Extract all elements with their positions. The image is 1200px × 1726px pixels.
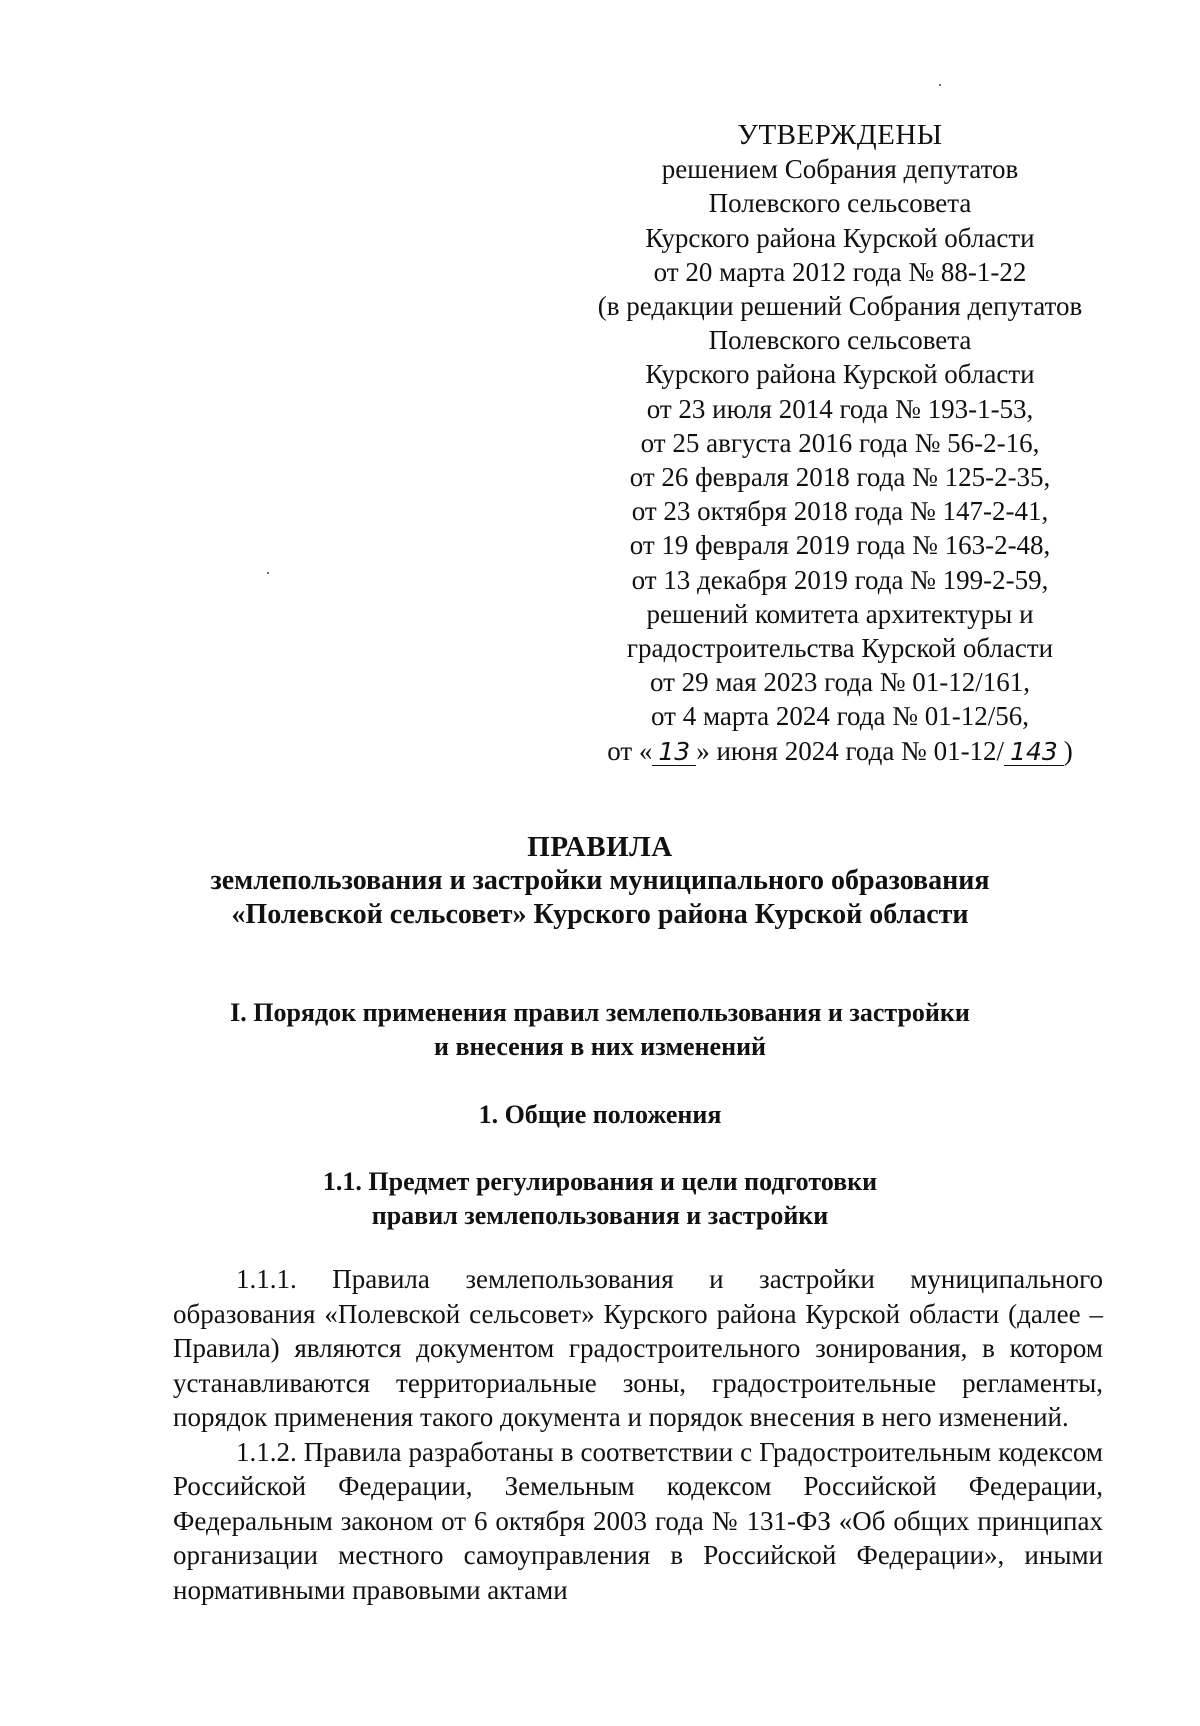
approval-heading: УТВЕРЖДЕНЫ — [737, 119, 943, 151]
approval-stamp-block — [570, 118, 1110, 768]
paragraph-1-1-1: 1.1.1. Правила землепользования и застройки муниципального образования «Полевской сельсовет» Курского района Курской области (далее – Правила) являются документом градостроительного зонирования, в котором устанавливаются территориальные зоны, градостроительные регламенты, порядок применения такого документа и порядок внесения в него изменений. — [173, 1264, 1103, 1432]
approval-line: от 4 марта 2024 года № 01-12/56, — [651, 701, 1029, 732]
subsection-heading-line: правил землепользования и застройки — [371, 1201, 829, 1230]
document-title — [0, 830, 1200, 932]
approval-line: от 23 июля 2014 года № 193-1-53, — [646, 393, 1034, 424]
last-line-middle: » июня 2024 года № 01-12/ — [696, 735, 1005, 766]
scan-speck — [267, 572, 269, 574]
approval-line: Курского района Курской области — [645, 359, 1035, 390]
approval-line: от 13 декабря 2019 года № 199-2-59, — [631, 564, 1049, 595]
approval-line: Курского района Курской области — [645, 222, 1035, 253]
document-title-line: «Полевской сельсовет» Курского района Курской области — [231, 899, 969, 930]
approval-line: градостроительства Курской области — [626, 633, 1054, 664]
approval-line: от 20 марта 2012 года № 88-1-22 — [653, 256, 1027, 287]
subsection-heading-line: 1.1. Предмет регулирования и цели подготовки — [322, 1167, 878, 1196]
approval-line: решением Собрания депутатов — [661, 154, 1019, 185]
approval-line: Полевского сельсовета — [708, 325, 972, 356]
handwritten-day: 13 — [652, 739, 696, 766]
handwritten-number: 143 — [1004, 739, 1064, 766]
subsection-heading — [0, 1165, 1200, 1233]
section-heading-line: I. Порядок применения правил землепользования и застройки — [230, 998, 970, 1027]
approval-line: от 25 августа 2016 года № 56-2-16, — [640, 427, 1040, 458]
document-title-main: ПРАВИЛА — [527, 831, 673, 863]
last-line-prefix: от « — [607, 735, 653, 766]
chapter-heading-text: 1. Общие положения — [478, 1100, 722, 1129]
approval-line: от 19 февраля 2019 года № 163-2-48, — [629, 530, 1051, 561]
section-heading-line: и внесения в них изменений — [433, 1032, 767, 1061]
approval-line: от 29 мая 2023 года № 01-12/161, — [649, 667, 1031, 698]
chapter-heading — [0, 1098, 1200, 1132]
approval-line: решений комитета архитектуры и — [646, 598, 1034, 629]
section-heading — [0, 996, 1200, 1064]
scan-speck — [939, 84, 941, 86]
approval-last-line — [570, 734, 1110, 768]
last-line-suffix: ) — [1063, 735, 1073, 766]
approval-line: Полевского сельсовета — [708, 188, 972, 219]
approval-line: от 23 октября 2018 года № 147-2-41, — [631, 496, 1049, 527]
approval-line: от 26 февраля 2018 года № 125-2-35, — [629, 462, 1051, 493]
approval-line: (в редакции решений Собрания депутатов — [597, 291, 1083, 322]
paragraph-1-1-2: 1.1.2. Правила разработаны в соответствии с Градостроительным кодексом Российской Федерации, Земельным кодексом Российской Федерации, Федеральным законом от 6 октября 2003 года № 131-ФЗ «Об общих принципах организации местного самоуправления в Российской Федерации», иными нормативными правовыми актами — [173, 1436, 1103, 1605]
body-text — [173, 1262, 1103, 1607]
document-title-line: землепользования и застройки муниципального образования — [210, 865, 990, 896]
